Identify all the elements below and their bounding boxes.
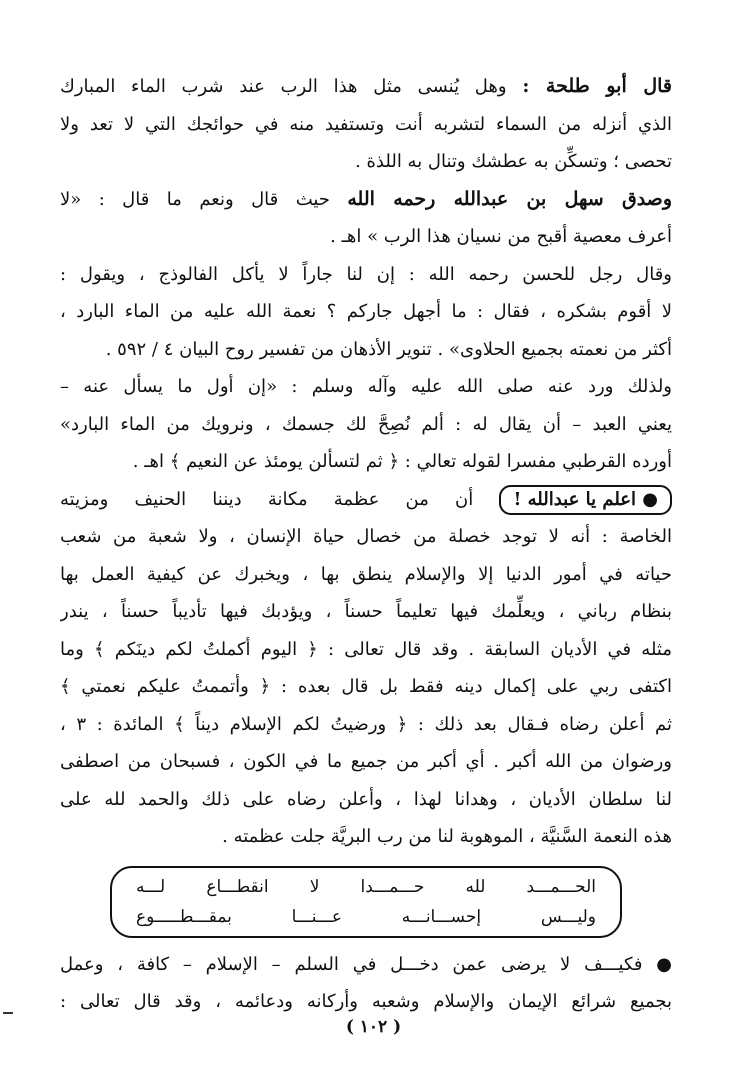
text-line: أكثر من نعمته بجميع الحلاوى» . تنوير الأذهان من تفسير روح البيان ٤ / ٥٩٢ . xyxy=(105,338,672,360)
text-line: ورضوان من الله أكبر . أي أكبر من جميع ما في الكون ، فسبحان من اصطفى xyxy=(60,751,672,772)
text-span: حيث قال ونعم ما قال : «لا xyxy=(60,188,330,210)
text-line xyxy=(60,68,672,106)
text-line: يعني العبد – أن يقال له : ألم نُصِحَّ لك جسمك ، ونرويك من الماء البارد» xyxy=(60,413,672,435)
text-line: لنا سلطان الأديان ، وهدانا لهذا ، وأعلن رضاه على ذلك والحمد لله على xyxy=(60,788,672,810)
text-line: هذه النعمة السَّنيَّة ، الموهوبة لنا من رب البريَّة جلت عظمته . xyxy=(222,826,672,847)
text-line: الذي أنزله من السماء لتشربه أنت وتستفيد منه في حوائجك التي لا تعد ولا xyxy=(60,113,672,135)
text-line: ثم أعلن رضاه فـقال بعد ذلك : ﴿ ورضيتُ لكم الإسلام ديناً ﴾ المائدة : ٣ ، xyxy=(60,713,672,735)
text-line: أورده القرطبي مفسرا لقوله تعالي : ﴿ ثم لتسألن يومئذ عن النعيم ﴾ اهـ . xyxy=(132,451,672,472)
text-line: لا أقوم بشكره ، فقال : ما أجهل جاركم ؟ نعمة الله عليه من الماء البارد ، xyxy=(60,301,672,322)
text-line: أعرف معصية أقبح من نسيان هذا الرب » اهـ . xyxy=(330,226,672,247)
speaker-name: وصدق سهل بن عبدالله رحمه الله xyxy=(347,187,672,210)
text-line: بجميع شرائع الإيمان والإسلام وشعبه وأركانه ودعائمه ، وقد قال تعالى : xyxy=(60,991,672,1012)
text-line: الخاصة : أنه لا توجد خصلة من خصال حياة الإنسان ، ولا شعبة من شعب xyxy=(60,526,672,547)
text-span: أن من عظمة مكانة ديننا الحنيف ومزيته xyxy=(60,488,474,510)
text-span: وهل يُنسى مثل هذا الرب عند شرب الماء المبارك xyxy=(60,76,507,97)
boxed-heading: ● اعلم يا عبدالله ! xyxy=(499,485,672,515)
text-line: ● فكيـــف لا يرضى عمن دخـــل في السلم – الإسلام – كافة ، وعمل xyxy=(60,953,672,975)
page-number: ( ١٠٢ ) xyxy=(345,1017,402,1037)
text-line: حياته في أمور الدنيا إلا والإسلام ينطق بها ، ويخبرك عن كيفية العمل بها xyxy=(60,563,672,585)
text-line xyxy=(60,181,672,219)
text-line: مثله في الأديان السابقة . وقد قال تعالى : ﴿ اليوم أكملتُ لكم دينَكم ﴾ وما xyxy=(60,638,672,660)
text-line: بنظام رباني ، ويعلِّمك فيها تعليماً حسناً ، ويؤدبك فيها تأديباً حسناً ، يندر xyxy=(60,601,672,622)
text-line: ولذلك ورد عنه صلى الله عليه وآله وسلم : «إن أول ما يسأل عنه – xyxy=(60,376,672,397)
text-line: تحصى ؛ وتسكِّن به عطشك وتنال به اللذة . xyxy=(355,151,672,172)
poem-verse: الحـــمـــد لله حـــمـــدا لا انقطـــاع لـــه xyxy=(136,876,596,897)
text-line: وقال رجل للحسن رحمه الله : إن لنا جاراً لا يأكل الفالوذج ، ويقول : xyxy=(60,263,672,285)
speaker-name: قال أبو طلحة : xyxy=(522,75,672,97)
poem-box xyxy=(110,866,622,938)
text-line: اكتفى ربي على إكمال دينه فقط بل قال بعده : ﴿ وأتممتُ عليكم نعمتي ﴾ xyxy=(60,676,672,697)
page-body xyxy=(60,68,672,1021)
text-line xyxy=(60,481,672,519)
margin-mark xyxy=(3,1012,13,1014)
poem-verse: وليـــس إحســـانـــه عـــنـــا بمقـــطـــــوع xyxy=(136,906,596,927)
